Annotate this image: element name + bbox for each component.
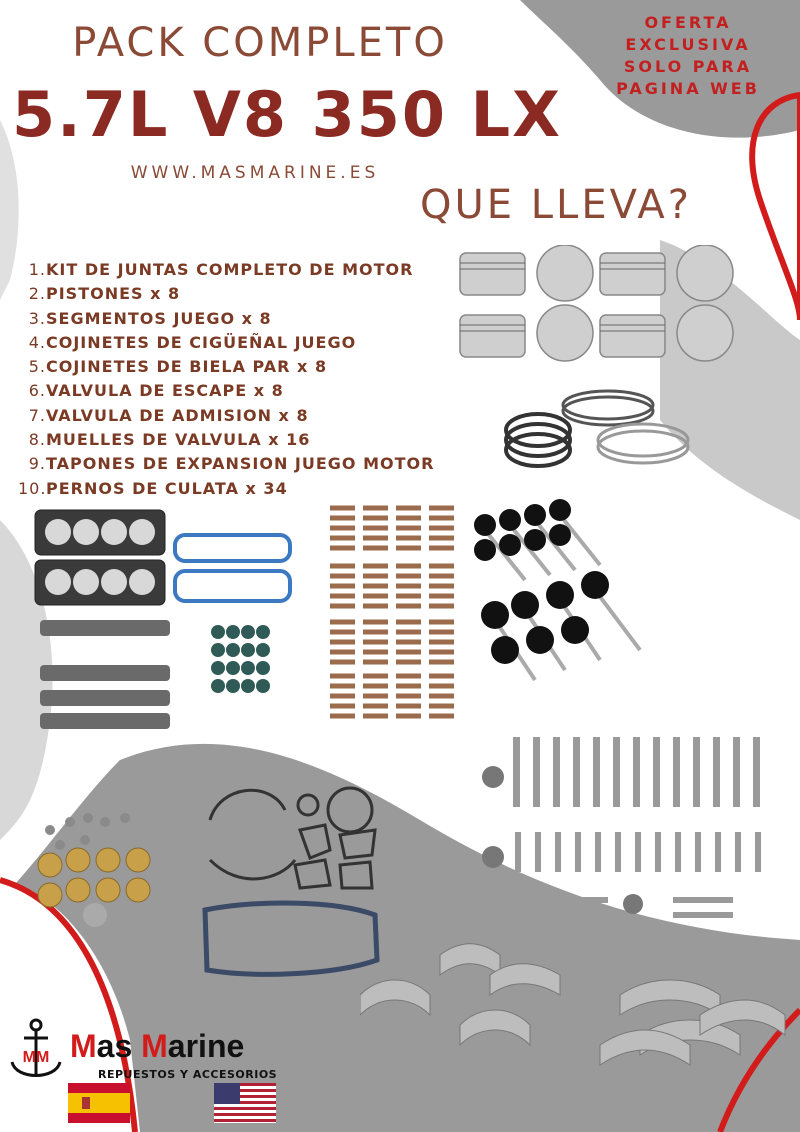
offer-line-1: OFERTA [644, 13, 732, 32]
offer-badge [598, 12, 778, 100]
svg-text:MM: MM [22, 1049, 50, 1066]
gaskets-image [30, 505, 310, 735]
pack-title: PACK COMPLETO [72, 20, 448, 66]
list-item: 3.SEGMENTOS JUEGO x 8 [28, 308, 272, 328]
offer-line-4: PAGINA WEB [616, 79, 760, 98]
offer-line-3: SOLO PARA [623, 57, 753, 76]
anchor-icon [8, 1018, 64, 1086]
list-item: 4.COJINETES DE CIGÜEÑAL JUEGO [28, 332, 357, 352]
website-link[interactable]: WWW.MASMARINE.ES [130, 163, 380, 183]
list-item: 10.PERNOS DE CULATA x 34 [18, 478, 288, 498]
list-item: 6.VALVULA DE ESCAPE x 8 [28, 381, 284, 401]
oil-pan-gasket-image [195, 900, 385, 980]
engine-title: 5.7L V8 350 LX [12, 78, 562, 151]
pistons-image [455, 245, 795, 370]
bearings-image [360, 935, 790, 1095]
timing-gaskets-image [200, 780, 390, 890]
list-item: 1.KIT DE JUNTAS COMPLETO DE MOTOR [28, 260, 414, 279]
offer-line-2: EXCLUSIVA [625, 35, 751, 54]
parts-list [18, 258, 478, 501]
spain-flag-icon [68, 1083, 130, 1123]
list-item: 5.COJINETES DE BIELA PAR x 8 [28, 357, 328, 377]
brand-name: Mas Marine [70, 1028, 245, 1064]
question-heading: QUE LLEVA? [420, 182, 692, 228]
head-bolts-image [478, 732, 778, 927]
brand-subtitle: REPUESTOS Y ACCESORIOS [98, 1068, 278, 1081]
list-item: 9.TAPONES DE EXPANSION JUEGO MOTOR [28, 454, 435, 474]
springs-image [325, 498, 460, 723]
list-item: 8.MUELLES DE VALVULA x 16 [28, 430, 311, 450]
list-item: 7.VALVULA DE ADMISION x 8 [28, 405, 309, 425]
valves-image [465, 490, 660, 700]
expansion-plugs-image [30, 810, 170, 930]
usa-flag-icon [214, 1083, 276, 1123]
rings-image [498, 385, 698, 485]
list-item: 2.PISTONES x 8 [28, 284, 181, 304]
